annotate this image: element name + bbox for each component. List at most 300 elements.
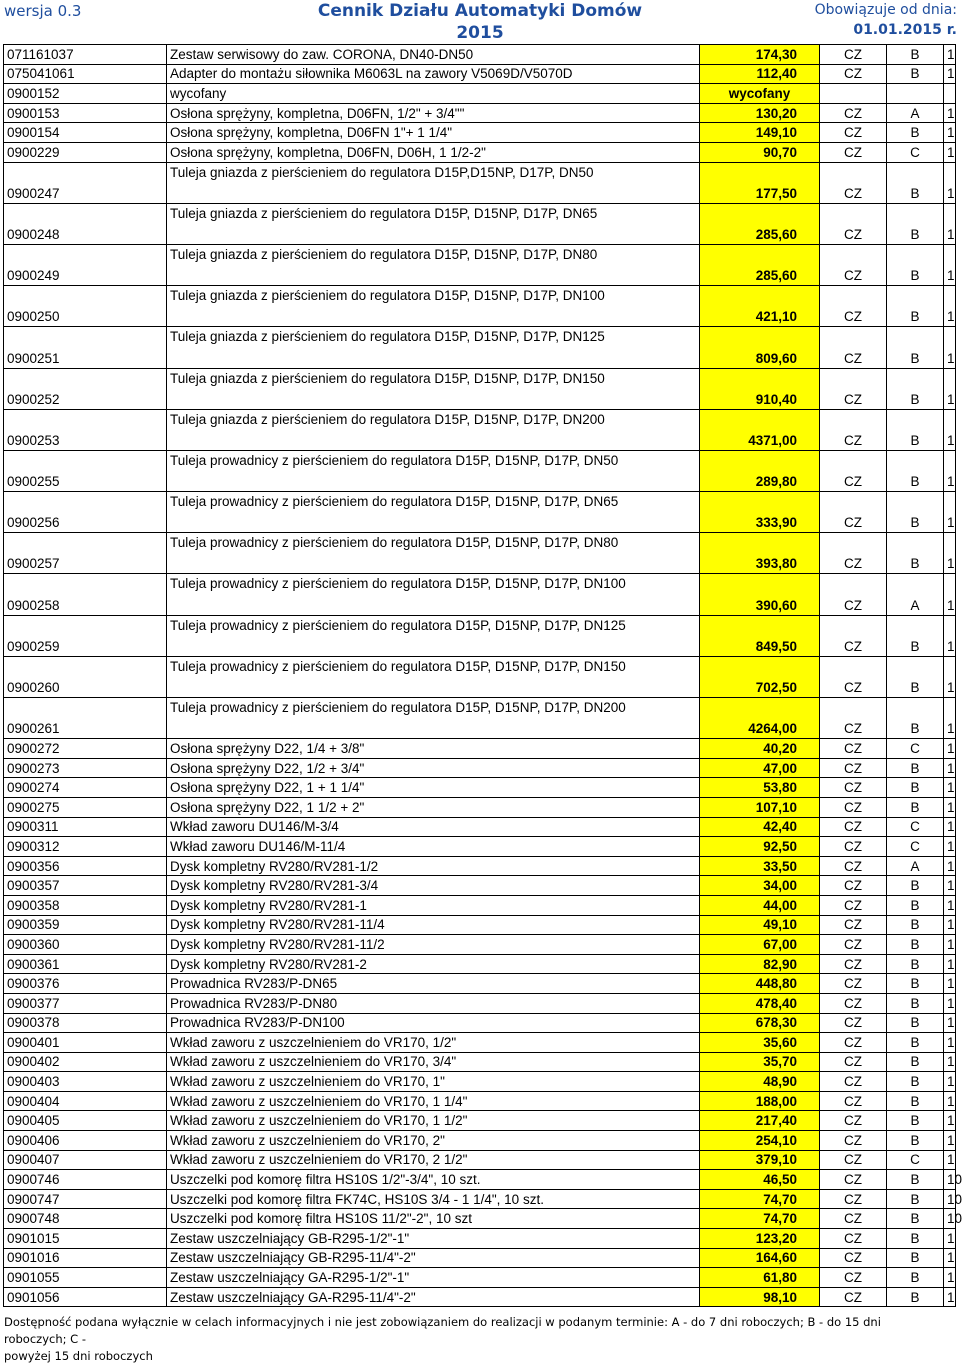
unit-quantity-cell: 1 xyxy=(944,1013,956,1033)
price-cell: 702,50 xyxy=(700,656,820,697)
price-cell: 910,40 xyxy=(700,368,820,409)
unit-quantity-cell: 10 xyxy=(944,1209,956,1229)
currency-cell: CZ xyxy=(820,327,887,368)
product-code-cell: 0900152 xyxy=(4,84,167,104)
availability-note xyxy=(4,1314,944,1365)
product-code-cell: 0900746 xyxy=(4,1170,167,1190)
product-code-cell: 0900273 xyxy=(4,758,167,778)
availability-note-line-2: powyżej 15 dni roboczych xyxy=(4,1349,153,1363)
availability-group-cell: B xyxy=(887,1170,944,1190)
table-row xyxy=(4,1248,956,1268)
unit-quantity-cell: 1 xyxy=(944,1091,956,1111)
price-cell: 188,00 xyxy=(700,1091,820,1111)
table-row xyxy=(4,656,956,697)
availability-group-cell: B xyxy=(887,797,944,817)
price-cell: 678,30 xyxy=(700,1013,820,1033)
availability-group-cell: B xyxy=(887,203,944,244)
currency-cell: CZ xyxy=(820,895,887,915)
currency-cell: CZ xyxy=(820,1150,887,1170)
table-row xyxy=(4,1268,956,1288)
unit-quantity-cell: 1 xyxy=(944,286,956,327)
table-row xyxy=(4,409,956,450)
description-cell: Tuleja prowadnicy z pierścieniem do regulatora D15P, D15NP, D17P, DN200 xyxy=(167,698,700,739)
description-cell: Tuleja prowadnicy z pierścieniem do regulatora D15P, D15NP, D17P, DN80 xyxy=(167,533,700,574)
unit-quantity-cell: 1 xyxy=(944,895,956,915)
table-row xyxy=(4,64,956,84)
unit-quantity-cell: 1 xyxy=(944,797,956,817)
product-code-cell: 0900404 xyxy=(4,1091,167,1111)
product-code-cell: 0901016 xyxy=(4,1248,167,1268)
price-cell: 40,20 xyxy=(700,739,820,759)
table-row xyxy=(4,817,956,837)
currency-cell: CZ xyxy=(820,492,887,533)
unit-quantity-cell xyxy=(944,84,956,104)
currency-cell: CZ xyxy=(820,1033,887,1053)
table-row xyxy=(4,1072,956,1092)
table-row xyxy=(4,84,956,104)
currency-cell: CZ xyxy=(820,797,887,817)
currency-cell: CZ xyxy=(820,1111,887,1131)
table-row xyxy=(4,698,956,739)
description-cell: Tuleja gniazda z pierścieniem do regulatora D15P, D15NP, D17P, DN200 xyxy=(167,409,700,450)
unit-quantity-cell: 1 xyxy=(944,1052,956,1072)
currency-cell: CZ xyxy=(820,1209,887,1229)
availability-group-cell: C xyxy=(887,739,944,759)
product-code-cell: 0900252 xyxy=(4,368,167,409)
currency-cell: CZ xyxy=(820,1131,887,1151)
unit-quantity-cell: 1 xyxy=(944,142,956,162)
unit-quantity-cell: 10 xyxy=(944,1170,956,1190)
price-cell: 164,60 xyxy=(700,1248,820,1268)
price-cell: 177,50 xyxy=(700,162,820,203)
description-cell: Zestaw uszczelniający GB-R295-11/4"-2" xyxy=(167,1248,700,1268)
product-code-cell: 0900253 xyxy=(4,409,167,450)
currency-cell: CZ xyxy=(820,244,887,285)
description-cell: Tuleja gniazda z pierścieniem do regulatora D15P,D15NP, D17P, DN50 xyxy=(167,162,700,203)
product-code-cell: 0900401 xyxy=(4,1033,167,1053)
unit-quantity-cell: 1 xyxy=(944,656,956,697)
price-cell: 393,80 xyxy=(700,533,820,574)
price-cell: 285,60 xyxy=(700,203,820,244)
currency-cell: CZ xyxy=(820,739,887,759)
table-row xyxy=(4,1052,956,1072)
page-header xyxy=(0,0,960,44)
product-code-cell: 0900376 xyxy=(4,974,167,994)
availability-group-cell: B xyxy=(887,1209,944,1229)
price-cell: 49,10 xyxy=(700,915,820,935)
table-row xyxy=(4,244,956,285)
table-row xyxy=(4,895,956,915)
table-row xyxy=(4,1170,956,1190)
unit-quantity-cell: 1 xyxy=(944,778,956,798)
currency-cell: CZ xyxy=(820,1072,887,1092)
availability-group-cell: B xyxy=(887,492,944,533)
currency-cell: CZ xyxy=(820,974,887,994)
table-row xyxy=(4,778,956,798)
price-cell: 92,50 xyxy=(700,837,820,857)
product-code-cell: 0900361 xyxy=(4,954,167,974)
table-row xyxy=(4,856,956,876)
product-code-cell: 0900272 xyxy=(4,739,167,759)
table-row xyxy=(4,797,956,817)
unit-quantity-cell: 1 xyxy=(944,450,956,491)
price-cell: 90,70 xyxy=(700,142,820,162)
availability-group-cell: A xyxy=(887,856,944,876)
product-code-cell: 0900256 xyxy=(4,492,167,533)
availability-group-cell: B xyxy=(887,876,944,896)
unit-quantity-cell: 1 xyxy=(944,203,956,244)
description-cell: Osłona sprężyny, kompletna, D06FN, 1/2" + 3/4"" xyxy=(167,103,700,123)
availability-group-cell: B xyxy=(887,1052,944,1072)
availability-group-cell: B xyxy=(887,368,944,409)
price-cell: 112,40 xyxy=(700,64,820,84)
description-cell: Dysk kompletny RV280/RV281-11/4 xyxy=(167,915,700,935)
availability-note-line-1: Dostępność podana wyłącznie w celach informacyjnych i nie jest zobowiązaniem do realizacji w podanym terminie: A - do 7 dni roboczych; B - do 15 dni roboczych; C - xyxy=(4,1315,881,1346)
unit-quantity-cell: 1 xyxy=(944,739,956,759)
product-code-cell: 0900251 xyxy=(4,327,167,368)
price-cell: 285,60 xyxy=(700,244,820,285)
table-row xyxy=(4,1091,956,1111)
price-cell: 809,60 xyxy=(700,327,820,368)
availability-group-cell: B xyxy=(887,1111,944,1131)
currency-cell: CZ xyxy=(820,778,887,798)
table-row xyxy=(4,837,956,857)
table-row xyxy=(4,533,956,574)
currency-cell: CZ xyxy=(820,876,887,896)
table-row xyxy=(4,492,956,533)
table-row xyxy=(4,1189,956,1209)
product-code-cell: 0900257 xyxy=(4,533,167,574)
description-cell: Zestaw uszczelniający GA-R295-1/2"-1" xyxy=(167,1268,700,1288)
price-table xyxy=(3,44,962,1307)
description-cell: Zestaw uszczelniający GA-R295-11/4"-2" xyxy=(167,1287,700,1307)
product-code-cell: 0900258 xyxy=(4,574,167,615)
currency-cell: CZ xyxy=(820,954,887,974)
price-cell: 379,10 xyxy=(700,1150,820,1170)
table-row xyxy=(4,974,956,994)
description-cell: Wkład zaworu DU146/M-11/4 xyxy=(167,837,700,857)
price-cell: 48,90 xyxy=(700,1072,820,1092)
price-cell: 74,70 xyxy=(700,1209,820,1229)
table-row xyxy=(4,993,956,1013)
price-cell: 448,80 xyxy=(700,974,820,994)
unit-quantity-cell: 1 xyxy=(944,1268,956,1288)
currency-cell: CZ xyxy=(820,915,887,935)
description-cell: Tuleja gniazda z pierścieniem do regulatora D15P, D15NP, D17P, DN125 xyxy=(167,327,700,368)
currency-cell: CZ xyxy=(820,203,887,244)
unit-quantity-cell: 1 xyxy=(944,327,956,368)
currency-cell xyxy=(820,84,887,104)
description-cell: Prowadnica RV283/P-DN65 xyxy=(167,974,700,994)
description-cell: Uszczelki pod komorę filtra HS10S 11/2"-2", 10 szt xyxy=(167,1209,700,1229)
description-cell: Wkład zaworu z uszczelnieniem do VR170, 1 1/2" xyxy=(167,1111,700,1131)
currency-cell: CZ xyxy=(820,1248,887,1268)
product-code-cell: 0900405 xyxy=(4,1111,167,1131)
table-row xyxy=(4,142,956,162)
description-cell: Wkład zaworu z uszczelnieniem do VR170, 2" xyxy=(167,1131,700,1151)
unit-quantity-cell: 1 xyxy=(944,974,956,994)
unit-quantity-cell: 1 xyxy=(944,64,956,84)
product-code-cell: 0901015 xyxy=(4,1229,167,1249)
currency-cell: CZ xyxy=(820,142,887,162)
table-row xyxy=(4,1111,956,1131)
availability-group-cell: B xyxy=(887,409,944,450)
product-code-cell: 0900275 xyxy=(4,797,167,817)
unit-quantity-cell: 1 xyxy=(944,1150,956,1170)
currency-cell: CZ xyxy=(820,615,887,656)
unit-quantity-cell: 1 xyxy=(944,993,956,1013)
unit-quantity-cell: 1 xyxy=(944,698,956,739)
unit-quantity-cell: 1 xyxy=(944,45,956,65)
product-code-cell: 0901055 xyxy=(4,1268,167,1288)
product-code-cell: 0900260 xyxy=(4,656,167,697)
currency-cell: CZ xyxy=(820,45,887,65)
unit-quantity-cell: 1 xyxy=(944,1072,956,1092)
product-code-cell: 0900248 xyxy=(4,203,167,244)
currency-cell: CZ xyxy=(820,656,887,697)
unit-quantity-cell: 1 xyxy=(944,1111,956,1131)
availability-group-cell: B xyxy=(887,974,944,994)
currency-cell: CZ xyxy=(820,162,887,203)
description-cell: Tuleja gniazda z pierścieniem do regulatora D15P, D15NP, D17P, DN100 xyxy=(167,286,700,327)
currency-cell: CZ xyxy=(820,1013,887,1033)
unit-quantity-cell: 1 xyxy=(944,1033,956,1053)
description-cell: Wkład zaworu z uszczelnieniem do VR170, 2 1/2" xyxy=(167,1150,700,1170)
table-row xyxy=(4,1131,956,1151)
price-cell: 67,00 xyxy=(700,935,820,955)
table-row xyxy=(4,574,956,615)
product-code-cell: 0900250 xyxy=(4,286,167,327)
table-row xyxy=(4,45,956,65)
description-cell: Prowadnica RV283/P-DN100 xyxy=(167,1013,700,1033)
currency-cell: CZ xyxy=(820,533,887,574)
version-label: wersja 0.3 xyxy=(4,2,82,20)
product-code-cell: 0900153 xyxy=(4,103,167,123)
unit-quantity-cell: 1 xyxy=(944,856,956,876)
description-cell: Osłona sprężyny D22, 1/2 + 3/4" xyxy=(167,758,700,778)
unit-quantity-cell: 1 xyxy=(944,533,956,574)
table-row xyxy=(4,758,956,778)
price-cell: 35,70 xyxy=(700,1052,820,1072)
currency-cell: CZ xyxy=(820,856,887,876)
currency-cell: CZ xyxy=(820,935,887,955)
product-code-cell: 0900261 xyxy=(4,698,167,739)
product-code-cell: 0900154 xyxy=(4,123,167,143)
table-row xyxy=(4,615,956,656)
price-cell: 421,10 xyxy=(700,286,820,327)
price-cell: 849,50 xyxy=(700,615,820,656)
description-cell: Tuleja prowadnicy z pierścieniem do regulatora D15P, D15NP, D17P, DN100 xyxy=(167,574,700,615)
currency-cell: CZ xyxy=(820,1052,887,1072)
availability-group-cell: B xyxy=(887,123,944,143)
table-row xyxy=(4,1150,956,1170)
table-row xyxy=(4,368,956,409)
table-row xyxy=(4,935,956,955)
price-cell: 254,10 xyxy=(700,1131,820,1151)
availability-group-cell: C xyxy=(887,837,944,857)
product-code-cell: 0900312 xyxy=(4,837,167,857)
description-cell: Dysk kompletny RV280/RV281-2 xyxy=(167,954,700,974)
price-cell: 47,00 xyxy=(700,758,820,778)
availability-group-cell: B xyxy=(887,286,944,327)
product-code-cell: 0900403 xyxy=(4,1072,167,1092)
table-row xyxy=(4,1013,956,1033)
unit-quantity-cell: 1 xyxy=(944,935,956,955)
table-row xyxy=(4,103,956,123)
unit-quantity-cell: 1 xyxy=(944,409,956,450)
currency-cell: CZ xyxy=(820,837,887,857)
availability-group-cell: C xyxy=(887,817,944,837)
title-line-2: 2015 xyxy=(456,23,504,43)
availability-group-cell: B xyxy=(887,1189,944,1209)
price-table-body xyxy=(4,45,962,1307)
price-cell: 53,80 xyxy=(700,778,820,798)
price-cell: 74,70 xyxy=(700,1189,820,1209)
availability-group-cell: B xyxy=(887,1033,944,1053)
table-row xyxy=(4,954,956,974)
availability-group-cell xyxy=(887,84,944,104)
validity-label: Obowiązuje od dnia: xyxy=(814,2,957,18)
availability-group-cell: B xyxy=(887,1248,944,1268)
unit-quantity-cell: 1 xyxy=(944,817,956,837)
availability-group-cell: B xyxy=(887,244,944,285)
product-code-cell: 0900249 xyxy=(4,244,167,285)
description-cell: Tuleja gniazda z pierścieniem do regulatora D15P, D15NP, D17P, DN80 xyxy=(167,244,700,285)
availability-group-cell: B xyxy=(887,1091,944,1111)
availability-group-cell: B xyxy=(887,450,944,491)
availability-group-cell: B xyxy=(887,954,944,974)
unit-quantity-cell: 1 xyxy=(944,915,956,935)
price-cell: 149,10 xyxy=(700,123,820,143)
product-code-cell: 0900229 xyxy=(4,142,167,162)
product-code-cell: 0900311 xyxy=(4,817,167,837)
unit-quantity-cell: 1 xyxy=(944,574,956,615)
price-cell: 4371,00 xyxy=(700,409,820,450)
availability-group-cell: B xyxy=(887,1131,944,1151)
currency-cell: CZ xyxy=(820,1170,887,1190)
description-cell: Wkład zaworu z uszczelnieniem do VR170, 1/2" xyxy=(167,1033,700,1053)
table-row xyxy=(4,450,956,491)
product-code-cell: 0900247 xyxy=(4,162,167,203)
description-cell: Zestaw uszczelniający GB-R295-1/2"-1" xyxy=(167,1229,700,1249)
product-code-cell: 0900402 xyxy=(4,1052,167,1072)
availability-group-cell: B xyxy=(887,327,944,368)
table-row xyxy=(4,286,956,327)
price-cell: 289,80 xyxy=(700,450,820,491)
product-code-cell: 0900259 xyxy=(4,615,167,656)
price-cell: 44,00 xyxy=(700,895,820,915)
availability-group-cell: B xyxy=(887,533,944,574)
price-cell: 35,60 xyxy=(700,1033,820,1053)
availability-group-cell: B xyxy=(887,698,944,739)
currency-cell: CZ xyxy=(820,123,887,143)
table-row xyxy=(4,1209,956,1229)
description-cell: Osłona sprężyny D22, 1/4 + 3/8" xyxy=(167,739,700,759)
availability-group-cell: B xyxy=(887,615,944,656)
availability-group-cell: B xyxy=(887,45,944,65)
unit-quantity-cell: 1 xyxy=(944,954,956,974)
unit-quantity-cell: 1 xyxy=(944,103,956,123)
currency-cell: CZ xyxy=(820,574,887,615)
price-cell: 4264,00 xyxy=(700,698,820,739)
price-cell: 123,20 xyxy=(700,1229,820,1249)
product-code-cell: 0900748 xyxy=(4,1209,167,1229)
currency-cell: CZ xyxy=(820,1189,887,1209)
availability-group-cell: B xyxy=(887,778,944,798)
availability-group-cell: B xyxy=(887,1072,944,1092)
currency-cell: CZ xyxy=(820,103,887,123)
product-code-cell: 0901056 xyxy=(4,1287,167,1307)
description-cell: Tuleja prowadnicy z pierścieniem do regulatora D15P, D15NP, D17P, DN65 xyxy=(167,492,700,533)
description-cell: Osłona sprężyny D22, 1 1/2 + 2" xyxy=(167,797,700,817)
availability-group-cell: C xyxy=(887,142,944,162)
description-cell: Wkład zaworu DU146/M-3/4 xyxy=(167,817,700,837)
product-code-cell: 0900356 xyxy=(4,856,167,876)
currency-cell: CZ xyxy=(820,368,887,409)
product-code-cell: 0900357 xyxy=(4,876,167,896)
table-row xyxy=(4,123,956,143)
price-cell: 478,40 xyxy=(700,993,820,1013)
unit-quantity-cell: 1 xyxy=(944,123,956,143)
price-cell: 390,60 xyxy=(700,574,820,615)
currency-cell: CZ xyxy=(820,450,887,491)
description-cell: Wkład zaworu z uszczelnieniem do VR170, 3/4" xyxy=(167,1052,700,1072)
availability-group-cell: B xyxy=(887,656,944,697)
price-cell: 130,20 xyxy=(700,103,820,123)
currency-cell: CZ xyxy=(820,1287,887,1307)
availability-group-cell: A xyxy=(887,574,944,615)
validity-info xyxy=(815,0,957,40)
table-row xyxy=(4,1287,956,1307)
product-code-cell: 0900377 xyxy=(4,993,167,1013)
product-code-cell: 075041061 xyxy=(4,64,167,84)
availability-group-cell: B xyxy=(887,1013,944,1033)
currency-cell: CZ xyxy=(820,64,887,84)
currency-cell: CZ xyxy=(820,1091,887,1111)
description-cell: Osłona sprężyny, kompletna, D06FN 1"+ 1 1/4" xyxy=(167,123,700,143)
description-cell: Zestaw serwisowy do zaw. CORONA, DN40-DN50 xyxy=(167,45,700,65)
product-code-cell: 0900358 xyxy=(4,895,167,915)
unit-quantity-cell: 1 xyxy=(944,492,956,533)
product-code-cell: 0900378 xyxy=(4,1013,167,1033)
description-cell: Wkład zaworu z uszczelnieniem do VR170, 1 1/4" xyxy=(167,1091,700,1111)
price-cell: 82,90 xyxy=(700,954,820,974)
description-cell: Tuleja prowadnicy z pierścieniem do regulatora D15P, D15NP, D17P, DN150 xyxy=(167,656,700,697)
unit-quantity-cell: 1 xyxy=(944,1248,956,1268)
description-cell: Tuleja prowadnicy z pierścieniem do regulatora D15P, D15NP, D17P, DN125 xyxy=(167,615,700,656)
table-row xyxy=(4,327,956,368)
description-cell: Dysk kompletny RV280/RV281-11/2 xyxy=(167,935,700,955)
price-cell: 33,50 xyxy=(700,856,820,876)
availability-group-cell: A xyxy=(887,103,944,123)
currency-cell: CZ xyxy=(820,286,887,327)
unit-quantity-cell: 1 xyxy=(944,1229,956,1249)
product-code-cell: 071161037 xyxy=(4,45,167,65)
currency-cell: CZ xyxy=(820,817,887,837)
currency-cell: CZ xyxy=(820,758,887,778)
unit-quantity-cell: 1 xyxy=(944,837,956,857)
product-code-cell: 0900747 xyxy=(4,1189,167,1209)
unit-quantity-cell: 1 xyxy=(944,162,956,203)
description-cell: Dysk kompletny RV280/RV281-1/2 xyxy=(167,856,700,876)
unit-quantity-cell: 1 xyxy=(944,368,956,409)
table-row xyxy=(4,162,956,203)
product-code-cell: 0900406 xyxy=(4,1131,167,1151)
currency-cell: CZ xyxy=(820,1229,887,1249)
price-cell: 46,50 xyxy=(700,1170,820,1190)
description-cell: Osłona sprężyny D22, 1 + 1 1/4" xyxy=(167,778,700,798)
description-cell: wycofany xyxy=(167,84,700,104)
